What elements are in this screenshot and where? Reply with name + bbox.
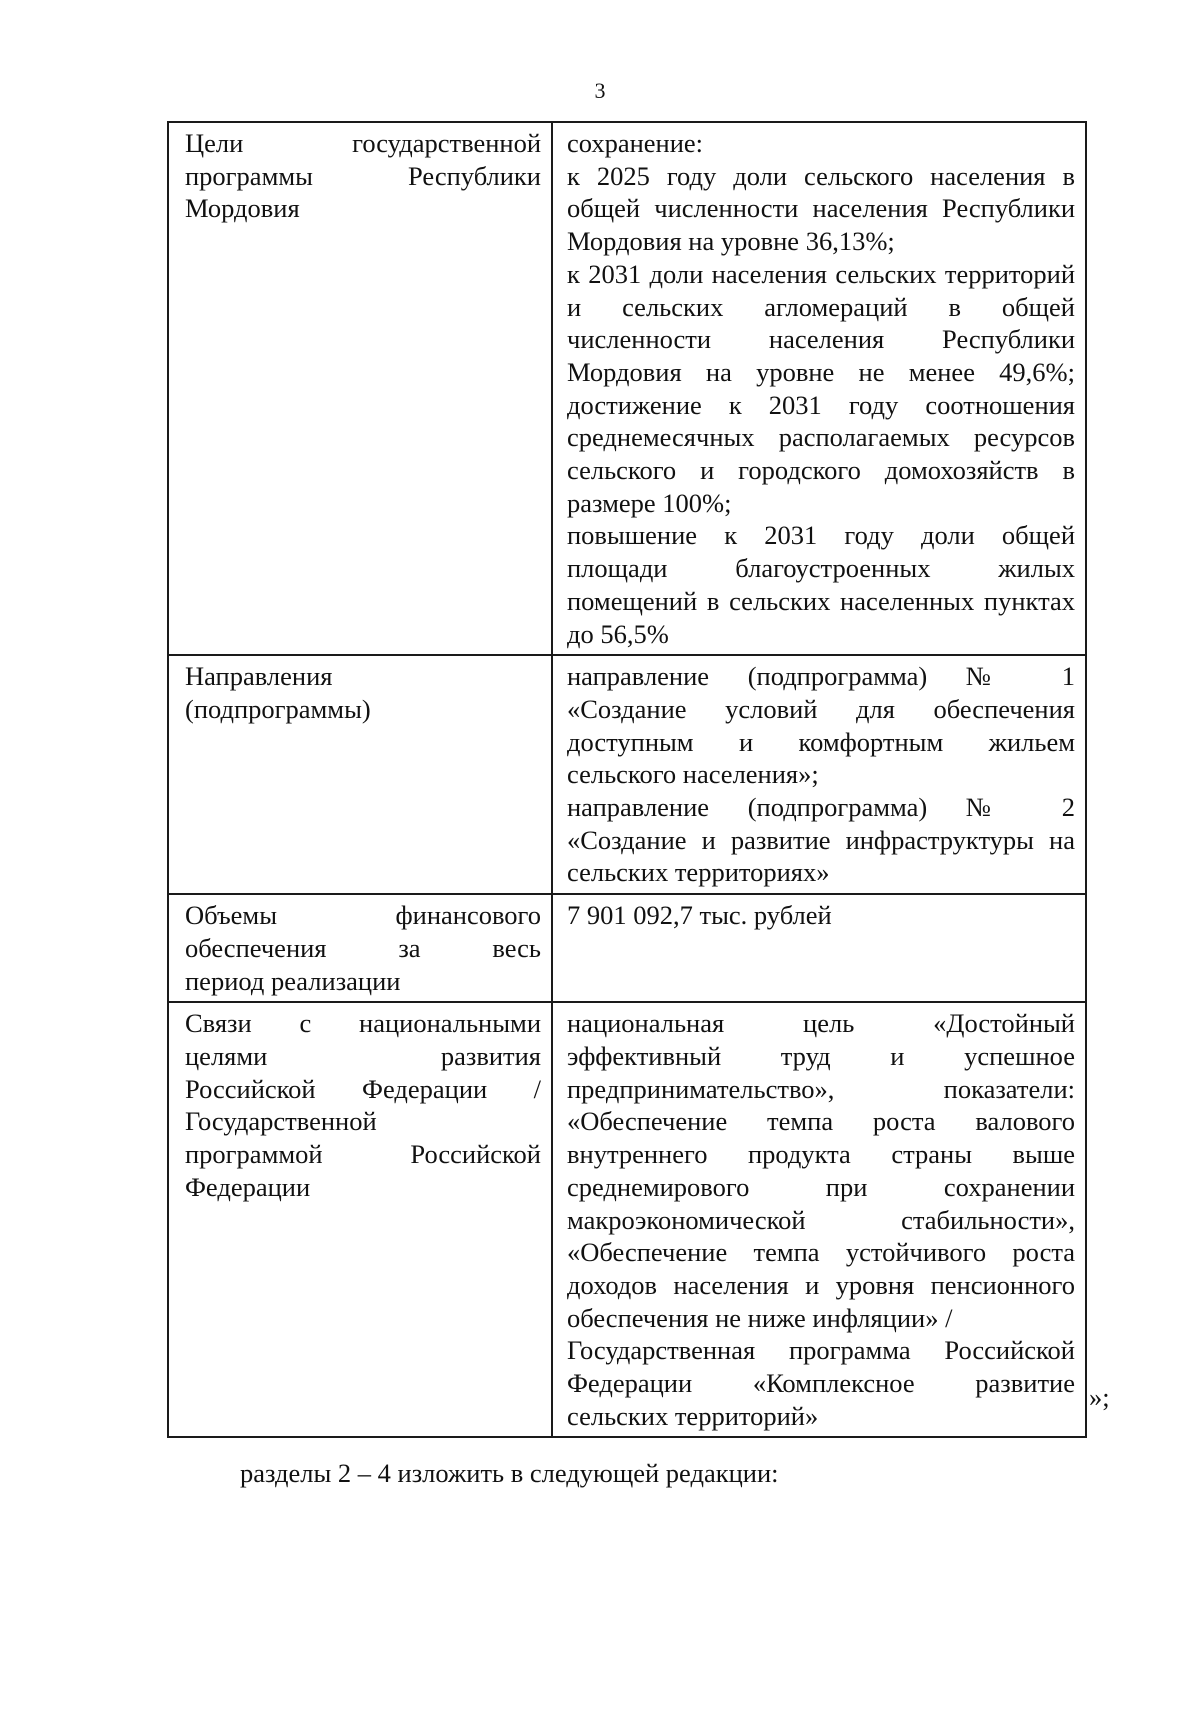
content-line: внутреннего продукта страны выше xyxy=(567,1139,1075,1170)
content-line: сохранение: xyxy=(567,128,704,158)
table-end-mark: »; xyxy=(1089,1382,1110,1412)
content-line: сельских территориях» xyxy=(567,857,830,888)
label-line: Связи с национальными xyxy=(185,1008,541,1039)
content-line: обеспечения не ниже инфляции» / xyxy=(567,1302,953,1333)
label-line: Объемы финансового xyxy=(185,900,541,931)
table-row xyxy=(168,894,1086,1002)
closing-text: разделы 2 – 4 изложить в следующей редакции: xyxy=(240,1458,779,1488)
content-line: повышение к 2031 году доли общей xyxy=(567,520,1075,551)
content-line: «Создание и развитие инфраструктуры на xyxy=(567,824,1075,855)
table-row xyxy=(168,122,1086,655)
label-line: программы Республики xyxy=(185,160,541,191)
page-number: 3 xyxy=(594,78,606,103)
content-line: Мордовия на уровне 36,13%; xyxy=(567,226,895,257)
label-line: Направления xyxy=(185,661,333,692)
content-line: Федерации «Комплексное развитие xyxy=(567,1368,1075,1399)
content-line: к 2025 году доли сельского населения в xyxy=(567,160,1075,191)
content-line: доступным и комфортным жильем xyxy=(567,726,1075,757)
table-row xyxy=(168,1002,1086,1437)
row-label xyxy=(168,894,552,1002)
content-line: «Обеспечение темпа роста валового xyxy=(567,1106,1075,1137)
content-line: Мордовия на уровне не менее 49,6%; xyxy=(567,356,1075,387)
label-line: период реализации xyxy=(185,965,401,996)
label-line: целями развития xyxy=(185,1040,541,1071)
label-line: программой Российской xyxy=(185,1139,541,1170)
content-line: численности населения Республики xyxy=(567,324,1075,355)
content-line: направление (подпрограмма) № 1 xyxy=(567,661,1075,692)
row-content xyxy=(552,894,1086,1002)
row-content xyxy=(552,122,1086,655)
content-line: площади благоустроенных жилых xyxy=(567,553,1075,584)
content-line: среднемирового при сохранении xyxy=(567,1171,1075,1202)
row-content xyxy=(552,655,1086,894)
content-line: направление (подпрограмма) № 2 xyxy=(567,792,1075,823)
content-line: среднемесячных располагаемых ресурсов xyxy=(567,422,1075,453)
row-label xyxy=(168,655,552,894)
content-line: достижение к 2031 году соотношения xyxy=(567,389,1075,420)
row-content xyxy=(552,1002,1086,1437)
label-line: Цели государственной xyxy=(185,128,541,158)
content-line: общей численности населения Республики xyxy=(567,193,1075,224)
content-line: доходов населения и уровня пенсионного xyxy=(567,1269,1075,1300)
content-line: «Создание условий для обеспечения xyxy=(567,693,1075,724)
label-line: Федерации xyxy=(185,1171,311,1202)
label-line: обеспечения за весь xyxy=(185,932,541,963)
content-line: «Обеспечение темпа устойчивого роста xyxy=(567,1237,1075,1268)
content-line: 7 901 092,7 тыс. рублей xyxy=(567,900,832,931)
content-line: сельских территорий» xyxy=(567,1400,819,1431)
label-line: Государственной xyxy=(185,1106,377,1137)
table-row xyxy=(168,655,1086,894)
content-line: до 56,5% xyxy=(567,618,669,649)
content-line: и сельских агломераций в общей xyxy=(567,291,1075,322)
label-line: Российской Федерации / xyxy=(185,1073,541,1104)
content-line: к 2031 доли населения сельских территорий xyxy=(567,258,1075,289)
label-line: (подпрограммы) xyxy=(185,693,371,724)
content-line: сельского населения»; xyxy=(567,759,819,790)
content-line: Государственная программа Российской xyxy=(567,1335,1075,1366)
content-line: сельского и городского домохозяйств в xyxy=(567,455,1075,486)
content-line: помещений в сельских населенных пунктах xyxy=(567,585,1075,616)
content-line: предпринимательство», показатели: xyxy=(567,1073,1075,1104)
content-line: размере 100%; xyxy=(567,487,732,518)
row-label xyxy=(168,122,552,655)
passport-table xyxy=(167,121,1087,1438)
content-line: национальная цель «Достойный xyxy=(567,1008,1075,1039)
label-line: Мордовия xyxy=(185,193,300,224)
content-line: макроэкономической стабильности», xyxy=(567,1204,1075,1235)
row-label xyxy=(168,1002,552,1437)
content-line: эффективный труд и успешное xyxy=(567,1040,1075,1071)
